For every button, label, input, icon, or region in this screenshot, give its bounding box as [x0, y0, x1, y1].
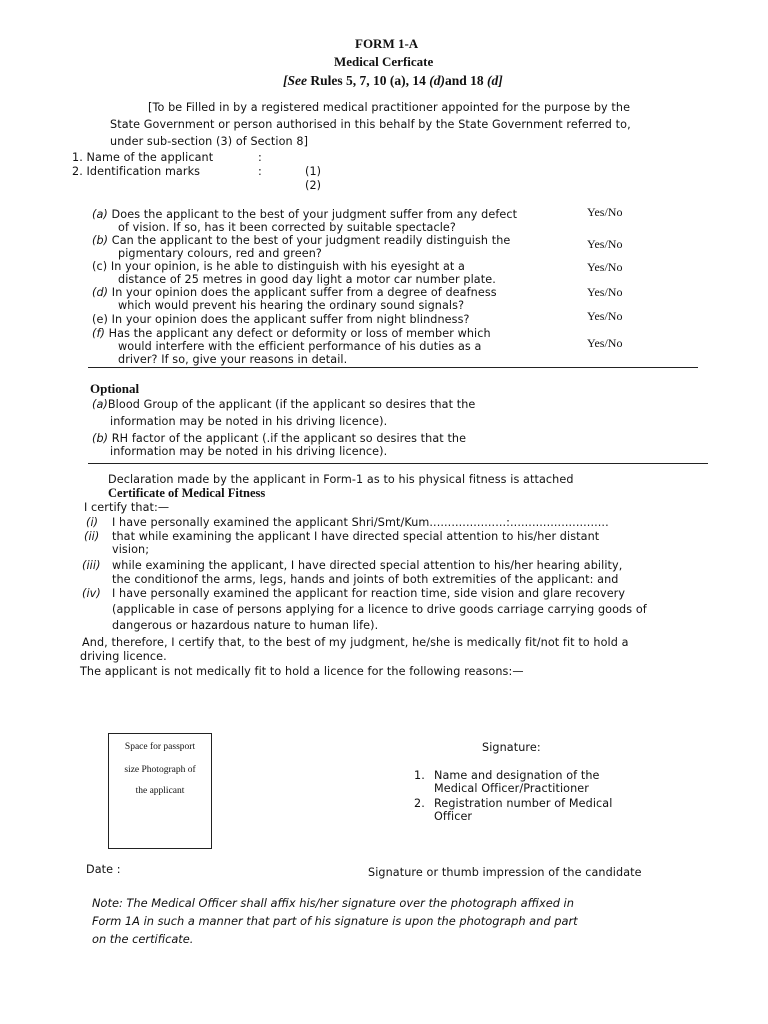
optional-b-line-2: information may be noted in his driving licence).	[110, 445, 388, 458]
signature-item-1-line-1: Name and designation of the	[434, 769, 600, 782]
clause-ii-line-2: vision;	[112, 543, 150, 556]
rules-text: Rules 5, 7, 10 (a), 14	[310, 73, 426, 88]
rule-d-2: (d]	[487, 73, 503, 88]
date-label: Date :	[86, 863, 121, 876]
clause-i-text: I have personally examined the applicant Shri/Smt/Kum.....................:...........................	[112, 516, 609, 529]
optional-b-text: RH factor of the applicant (.if the applicant so desires that the	[111, 432, 467, 445]
photo-box-line-1: Space for passport	[124, 742, 196, 752]
identification-marks-colon: :	[258, 165, 262, 178]
question-f-tag: (f)	[92, 327, 105, 340]
question-c-line-1: (c) In your opinion, is he able to distinguish with his eyesight at a	[92, 260, 465, 273]
identification-mark-1: (1)	[305, 165, 322, 178]
question-b-yes-no: Yes/No	[587, 237, 623, 251]
rules-reference	[283, 73, 503, 89]
question-f-line-2: would interfere with the efficient performance of his duties as a	[118, 340, 482, 353]
intro-line-2: State Government or person authorised in this behalf by the State Government referred to,	[110, 118, 631, 131]
optional-b-tag: (b)	[92, 432, 109, 445]
question-f-line-1	[92, 327, 491, 340]
note-line-3: on the certificate.	[92, 932, 194, 946]
question-e-line-1: (e) In your opinion does the applicant suffer from night blindness?	[92, 313, 470, 326]
question-c-line-2: distance of 25 metres in good day light a motor car number plate.	[118, 273, 496, 286]
identification-marks-label: 2. Identification marks	[72, 165, 201, 178]
question-d-line-1	[92, 286, 497, 299]
clause-ii-line-1: that while examining the applicant I have directed special attention to his/her distant	[112, 530, 600, 543]
therefore-line-1: And, therefore, I certify that, to the best of my judgment, he/she is medically fit/not fit to hold a	[82, 636, 629, 649]
form-number: FORM 1-A	[355, 36, 419, 51]
note-line-1: Note: The Medical Officer shall affix his/her signature over the photograph affixed in	[92, 896, 574, 910]
intro-line-1: [To be Filled in by a registered medical practitioner appointed for the purpose by the	[148, 101, 631, 114]
signature-item-1-line-2: Medical Officer/Practitioner	[434, 782, 589, 795]
clause-iv-tag: (iv)	[82, 587, 101, 600]
question-b-text: Can the applicant to the best of your judgment readily distinguish the	[111, 234, 511, 247]
form-title: Medical Cerficate	[334, 54, 434, 69]
clause-iv-line-3: dangerous or hazardous nature to human life).	[112, 619, 379, 632]
certify-intro: I certify that:—	[84, 501, 170, 514]
clause-iii-line-2: the conditionof the arms, legs, hands and joints of both extremities of the applicant: and	[112, 573, 619, 586]
question-f-yes-no: Yes/No	[587, 336, 623, 350]
question-d-tag: (d)	[92, 286, 109, 299]
see-label: [See	[283, 73, 307, 88]
question-a-line-1	[92, 208, 517, 221]
clause-iv-line-1: I have personally examined the applicant for reaction time, side vision and glare recovery	[112, 587, 626, 600]
question-f-text: Has the applicant any defect or deformity or loss of member which	[108, 327, 491, 340]
signature-item-2-line-2: Officer	[434, 810, 473, 823]
rule-d-1: (d)	[429, 73, 445, 88]
certificate-heading: Certificate of Medical Fitness	[108, 486, 266, 500]
optional-a-line-2: information may be noted in his driving licence).	[110, 415, 388, 428]
note-line-2: Form 1A in such a manner that part of his signature is upon the photograph and part	[92, 914, 578, 928]
question-a-tag: (a)	[92, 208, 108, 221]
clause-iii-line-1: while examining the applicant, I have directed special attention to his/her hearing ability,	[112, 559, 623, 572]
question-a-line-2: of vision. If so, has it been corrected by suitable spectacle?	[118, 221, 456, 234]
clause-i-tag: (i)	[86, 516, 99, 529]
clause-iii-tag: (iii)	[82, 559, 101, 572]
declaration-line: Declaration made by the applicant in Form-1 as to his physical fitness is attached	[108, 473, 574, 486]
question-d-line-2: which would prevent his hearing the ordinary sound signals?	[118, 299, 465, 312]
question-d-yes-no: Yes/No	[587, 285, 623, 299]
signature-item-2-number: 2.	[414, 797, 425, 810]
signature-item-2-line-1: Registration number of Medical	[434, 797, 613, 810]
applicant-name-label: 1. Name of the applicant	[72, 151, 214, 164]
optional-heading: Optional	[90, 381, 140, 396]
optional-a-text: Blood Group of the applicant (if the applicant so desires that the	[107, 398, 476, 411]
question-b-line-2: pigmentary colours, red and green?	[118, 247, 322, 260]
optional-b-line-1	[92, 432, 466, 445]
question-f-line-3: driver? If so, give your reasons in detail.	[118, 353, 348, 366]
photo-box-line-3: the applicant	[135, 786, 185, 796]
applicant-name-colon: :	[258, 151, 262, 164]
question-c-yes-no: Yes/No	[587, 260, 623, 274]
therefore-line-2: driving licence.	[80, 650, 167, 663]
identification-mark-2: (2)	[305, 179, 322, 192]
optional-a-line-1	[92, 398, 475, 411]
question-e-yes-no: Yes/No	[587, 309, 623, 323]
clause-iv-line-2: (applicable in case of persons applying for a licence to drive goods carriage carrying goods of	[112, 603, 647, 616]
passport-photo-box	[108, 733, 212, 849]
unfit-reasons-line: The applicant is not medically fit to hold a licence for the following reasons:—	[80, 665, 524, 678]
clause-ii-tag: (ii)	[84, 530, 100, 543]
optional-a-tag: (a)	[92, 398, 108, 411]
medical-officer-signature-label: Signature:	[482, 741, 541, 754]
signature-item-1-number: 1.	[414, 769, 425, 782]
question-b-line-1	[92, 234, 510, 247]
divider-2	[88, 463, 708, 464]
question-a-yes-no: Yes/No	[587, 205, 623, 219]
question-d-text: In your opinion does the applicant suffer from a degree of deafness	[111, 286, 497, 299]
candidate-signature-label: Signature or thumb impression of the candidate	[368, 866, 642, 879]
question-a-text: Does the applicant to the best of your judgment suffer from any defect	[111, 208, 518, 221]
rules-and-18: and 18	[445, 73, 484, 88]
intro-line-3: under sub-section (3) of Section 8]	[110, 135, 309, 148]
photo-box-line-2: size Photograph of	[124, 765, 196, 775]
question-b-tag: (b)	[92, 234, 109, 247]
divider-1	[88, 367, 698, 368]
